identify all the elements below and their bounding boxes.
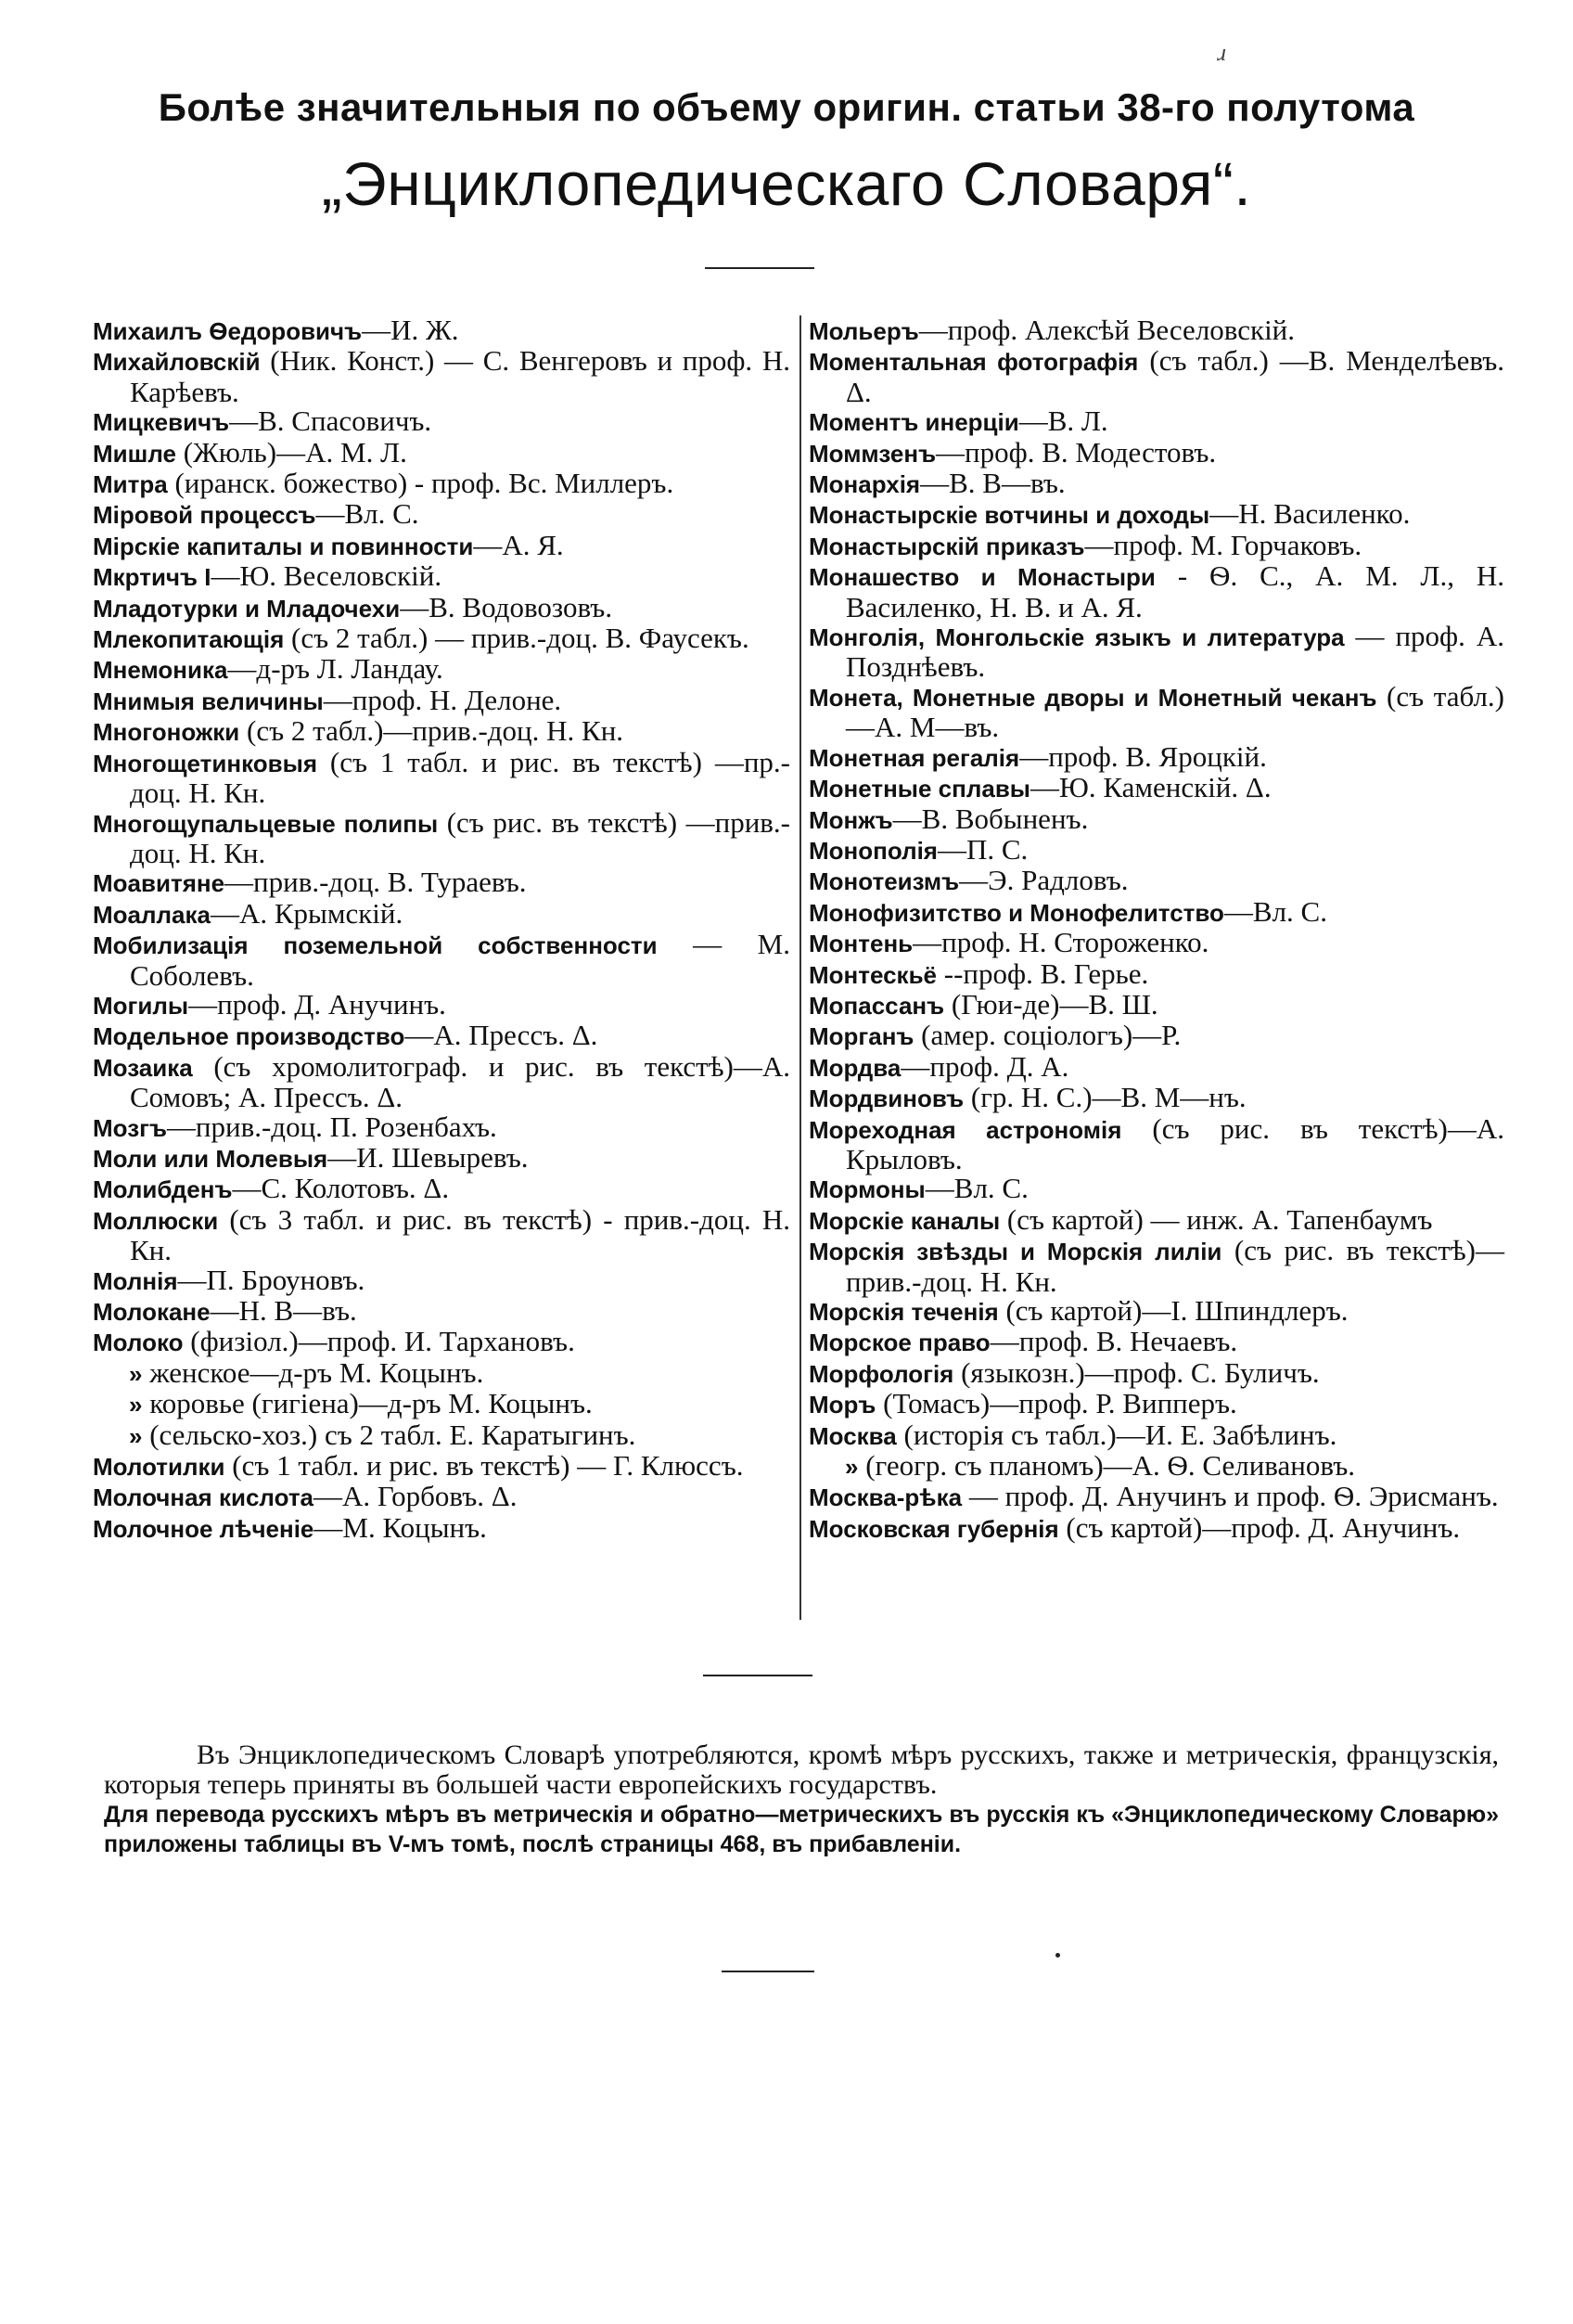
article-heading: Москва [809,1421,897,1450]
article-author: (иранск. божество) - проф. Вс. Миллеръ. [167,467,674,500]
article-entry [93,1202,790,1267]
article-author: —А. Крымскій. [210,896,403,930]
article-author: —П. С. [937,832,1029,866]
article-entry [809,1202,1504,1236]
right-column [809,315,1504,1544]
article-author: —проф. Д. А. [901,1049,1069,1083]
article-heading: » [129,1391,143,1419]
article-entry [93,716,790,747]
article-heading: Мірскіе капиталы и повинности [93,532,474,560]
divider-middle [703,1675,812,1676]
article-author: (Гюи-де)—В. Ш. [944,987,1158,1021]
article-author: (съ хромолитограф. и рис. въ текстѣ)—А. Сомовъ; А. Прессъ. Δ. [130,1049,790,1114]
article-heading: Мозгъ [93,1113,167,1142]
article-entry [93,805,790,869]
article-heading: Молотилки [93,1453,225,1482]
article-heading: Монтескьё [809,960,938,989]
article-author: коровье (гигіена)—д-ръ М. Коцынъ. [142,1387,593,1420]
article-author: (съ 1 табл. и рис. въ текстѣ) — Г. Клюссъ. [224,1449,744,1483]
article-entry [93,561,790,592]
article-entry [93,590,790,623]
article-author: (съ 2 табл.)—прив.-доц. Н. Кн. [239,714,624,748]
article-entry [809,1355,1504,1389]
article-heading: Морскіе каналы [809,1206,1001,1235]
article-author: (съ табл.) —В. Менделѣевъ. Δ. [846,344,1504,408]
article-entry [93,1420,790,1451]
article-entry [93,1482,790,1512]
article-author: —д-ръ Л. Ландау. [227,652,443,686]
article-entry [809,469,1504,499]
article-author: - Ѳ. С., А. М. Л., Н. Василенко, Н. В. и А. Я. [846,559,1504,623]
article-heading: Монофизитство и Монофелитство [809,898,1224,927]
article-heading: Морскія звѣзды и Морскія лиліи [809,1238,1222,1266]
article-entry [809,1327,1504,1357]
article-heading: Молочная кислота [93,1483,314,1512]
article-entry [93,1296,790,1327]
article-entry [809,773,1504,803]
article-entry [809,1021,1504,1051]
article-entry [809,1296,1504,1327]
article-author: (амер. соціологъ)—Р. [914,1019,1182,1052]
article-heading: Монашество и Монастыри [809,563,1156,592]
article-author: (гр. Н. С.)—В. М—нъ. [964,1081,1247,1114]
article-heading: Многоножки [93,718,240,747]
article-heading: Мицкевичъ [93,408,230,437]
article-heading: Митра [93,470,168,499]
article-author: женское—д-ръ М. Коцынъ. [142,1355,484,1389]
article-entry [93,1510,790,1544]
article-author: —А. Прессъ. Δ. [404,1019,598,1052]
article-entry [809,1236,1504,1296]
article-heading: Москва-рѣка [809,1483,963,1512]
article-entry [809,739,1504,773]
article-heading: Мормоны [809,1175,926,1204]
article-author: (физіол.)—проф. И. Тархановъ. [183,1325,575,1358]
article-author: —проф. Н. Делоне. [323,683,562,716]
article-author: (Томасъ)—проф. Р. Випперъ. [876,1387,1237,1420]
article-author: (съ картой)—проф. Д. Анучинъ. [1058,1510,1461,1544]
article-heading: Монжъ [809,805,893,834]
article-heading: Морскія теченія [809,1298,999,1326]
left-column [93,315,790,1544]
divider-top [705,267,814,269]
article-author: (съ рис. въ текстѣ) —прив.-доц. Н. Кн. [130,805,790,869]
article-heading: Мозаика [93,1053,193,1082]
article-heading: Мореходная астрономія [809,1115,1122,1144]
article-author: —проф. Алексѣй Веселовскій. [918,314,1296,346]
article-entry [809,315,1504,346]
article-author: —А. Горбовъ. Δ. [313,1480,518,1513]
article-heading: Моллюски [93,1206,219,1235]
article-heading: Могилы [93,991,189,1020]
article-author: —М. Коцынъ. [313,1510,487,1544]
article-entry [93,745,790,810]
article-entry [93,987,790,1021]
article-heading: Монета, Монетные дворы и Монетный чеканъ [809,683,1377,712]
article-author: —проф. В. Яроцкій. [1019,739,1267,773]
article-entry [809,679,1504,744]
article-heading: Морфологія [809,1359,954,1388]
article-author: (съ 2 табл.) — прив.-доц. В. Фаусекъ. [284,622,749,655]
article-heading: Моммзенъ [809,439,937,468]
article-entry [93,1021,790,1051]
article-author: (съ картой) — инж. А. Тапенбаумъ [1000,1202,1433,1236]
article-author: (Жюль)—А. М. Л. [175,435,407,469]
article-author: (языкозн.)—проф. С. Буличъ. [953,1355,1320,1389]
article-author: (Ник. Конст.) — С. Венгеровъ и проф. Н. Карѣевъ. [130,344,790,408]
article-heading: Моментальная фотографія [809,348,1139,377]
article-entry [809,499,1504,530]
article-heading: Монетные сплавы [809,775,1031,803]
article-author: —проф. В. Модестовъ. [936,435,1217,469]
article-heading: Моментъ инерціи [809,408,1019,437]
article-entry [809,406,1504,437]
article-author: (съ 3 табл. и рис. въ текстѣ) - прив.-доц. Н. Кн. [130,1202,790,1267]
article-author: (геогр. съ планомъ)—А. Ѳ. Селивановъ. [858,1449,1356,1483]
article-author: —В. Вобыненъ. [892,802,1089,835]
article-entry [809,987,1504,1021]
article-heading: Мордва [809,1053,902,1082]
article-entry [93,683,790,716]
article-heading: Міровой процессъ [93,501,316,530]
column-divider [799,315,801,1620]
article-author: —проф. Д. Анучинъ. [188,987,446,1021]
article-heading: Монтень [809,930,914,958]
article-entry [809,866,1504,896]
article-author: —С. Колотовъ. Δ. [232,1172,450,1205]
article-author: —Ю. Веселовскій. [211,559,442,593]
article-author: —проф. В. Нечаевъ. [990,1325,1238,1358]
article-author: —В. Водовозовъ. [400,590,613,623]
article-entry [93,1174,790,1204]
article-heading: » [129,1359,143,1388]
article-entry [93,623,790,654]
divider-bottom [722,1971,814,1972]
article-author: —Вл. С. [925,1172,1029,1205]
article-heading: Монголія, Монгольскіе языкъ и литература [809,623,1345,652]
article-author: — М. Соболевъ. [130,928,790,992]
article-heading: Монополія [809,836,938,865]
article-heading: Мнемоника [93,656,228,685]
article-heading: » [845,1453,859,1482]
article-entry [93,1355,790,1389]
article-author: (съ рис. въ текстѣ)—прив.-доц. Н. Кн. [846,1234,1504,1298]
article-entry [809,928,1504,958]
article-author: —П. Броуновъ. [177,1263,365,1296]
article-entry [809,1111,1504,1175]
article-author: —В. В—въ. [920,467,1066,500]
article-heading: Мольеръ [809,317,919,345]
article-author: (исторія съ табл.)—И. Е. Забѣлинъ. [896,1418,1337,1451]
article-heading: Младотурки и Младочехи [93,594,401,623]
article-entry [93,930,790,990]
article-entry [93,406,790,437]
article-entry [93,1327,790,1357]
article-entry [809,528,1504,561]
article-author: —И. Ж. [362,314,459,346]
article-author: —прив.-доц. П. Розенбахъ. [166,1110,497,1143]
article-entry [809,1083,1504,1113]
article-author: (съ картой)—I. Шпиндлеръ. [998,1294,1349,1327]
article-heading: Михайловскій [93,348,261,377]
article-author: —проф. М. Горчаковъ. [1084,528,1362,561]
article-entry [809,894,1504,928]
article-heading: Морганъ [809,1022,914,1051]
article-entry [93,315,790,346]
article-entry [93,469,790,499]
article-heading: Молнія [93,1266,178,1295]
page-title-line-1: Болѣе значительныя по объему оригин. статьи 38-го полутома [158,85,1415,129]
article-heading: Мкртичъ I [93,563,211,592]
article-heading: Моли или Молевыя [93,1144,328,1173]
article-heading: Млекопитающія [93,625,285,654]
article-author: —Вл. С. [315,497,419,531]
article-entry [93,346,790,406]
article-heading: Моръ [809,1391,876,1419]
article-entry [809,1482,1504,1512]
article-author: —В. Спасовичъ. [229,404,432,438]
article-heading: Молибденъ [93,1175,233,1204]
article-heading: Мишле [93,439,176,468]
article-entry [809,1174,1504,1204]
article-author: —Ю. Каменскій. Δ. [1030,771,1272,804]
article-entry [93,1451,790,1482]
units-note-paragraph: Въ Энциклопедическомъ Словарѣ употребляются, кромѣ мѣръ русскихъ, также и метрическія, французскія, которыя теперь приняты въ большей части европейскихъ государствъ. [104,1740,1499,1800]
article-heading: Многощетинковыя [93,749,317,777]
article-heading: Модельное производство [93,1022,405,1051]
ink-dot [1055,1953,1060,1958]
article-heading: Московская губернія [809,1514,1059,1543]
article-heading: Молоко [93,1329,184,1357]
article-author: (сельско-хоз.) съ 2 табл. Е. Каратыгинъ. [142,1418,636,1451]
article-author: —Э. Радловъ. [959,864,1129,897]
article-heading: Монетная регалія [809,743,1020,772]
page-mark: ɹ [1217,39,1227,66]
article-author: --проф. В. Герье. [937,957,1149,990]
article-author: — проф. А. Позднѣевъ. [846,620,1504,684]
article-entry [93,896,790,930]
article-heading: Михаилъ Ѳедоровичъ [93,317,363,345]
article-heading: Многощупальцевые полипы [93,809,439,838]
article-entry [809,959,1504,990]
article-heading: Мнимыя величины [93,687,324,715]
article-author: —А. Я. [473,528,564,561]
article-heading: » [129,1421,143,1450]
article-entry [93,1049,790,1114]
article-entry [809,1389,1504,1419]
article-heading: Монотеизмъ [809,867,960,896]
article-author: (съ табл.)—А. М—въ. [846,679,1504,744]
article-author: — проф. Д. Анучинъ и проф. Ѳ. Эрисманъ. [962,1480,1499,1513]
article-heading: Моаллака [93,900,211,929]
article-entry [809,832,1504,866]
article-author: —проф. Н. Стороженко. [913,926,1209,959]
article-entry [93,1389,790,1419]
article-heading: Морское право [809,1329,991,1357]
article-entry [809,1049,1504,1083]
article-heading: Монархія [809,470,921,499]
article-entry [809,622,1504,682]
article-entry [93,1265,790,1296]
article-entry [93,499,790,530]
article-heading: Монастырскій приказъ [809,532,1085,560]
article-heading: Моавитяне [93,869,225,898]
article-entry [93,654,790,685]
article-heading: Молокане [93,1298,211,1326]
article-heading: Мордвиновъ [809,1085,965,1113]
article-entry [93,867,790,898]
article-entry [93,1112,790,1143]
article-entry [809,435,1504,469]
article-entry [93,1140,790,1174]
article-author: —Н. Василенко. [1209,497,1411,531]
article-author: —В. Л. [1018,404,1108,438]
units-note-bold-paragraph: Для перевода русскихъ мѣръ въ метрическія и обратно—метрическихъ въ русскія къ «Энциклопедическому Словарю» приложены таблицы въ V-мъ томѣ, послѣ страницы 468, въ прибавленіи. [104,1802,1499,1857]
article-entry [809,1420,1504,1451]
article-author: —прив.-доц. В. Тураевъ. [224,866,527,899]
article-heading: Монастырскіе вотчины и доходы [809,501,1210,530]
article-author: —Н. В—въ. [210,1294,357,1327]
article-heading: Мопассанъ [809,991,945,1020]
article-entry [809,1510,1504,1544]
article-heading: Молочное лѣченіе [93,1514,314,1543]
units-note [104,1740,1499,1859]
article-author: —Вл. С. [1223,894,1327,928]
article-author: —И. Шевыревъ. [327,1140,529,1174]
article-heading: Мобилизація поземельной собственности [93,931,658,960]
article-entry [93,528,790,561]
article-entry [93,435,790,469]
article-author: (съ рис. въ текстѣ)—А. Крыловъ. [846,1111,1504,1175]
article-author: (съ 1 табл. и рис. въ текстѣ) —пр.-доц. Н. Кн. [130,745,790,810]
article-entry [809,804,1504,835]
page-title-line-2: „Энциклопедическаго Словаря“. [321,149,1252,218]
article-entry [809,561,1504,622]
article-entry [809,346,1504,406]
article-entry [809,1451,1504,1482]
